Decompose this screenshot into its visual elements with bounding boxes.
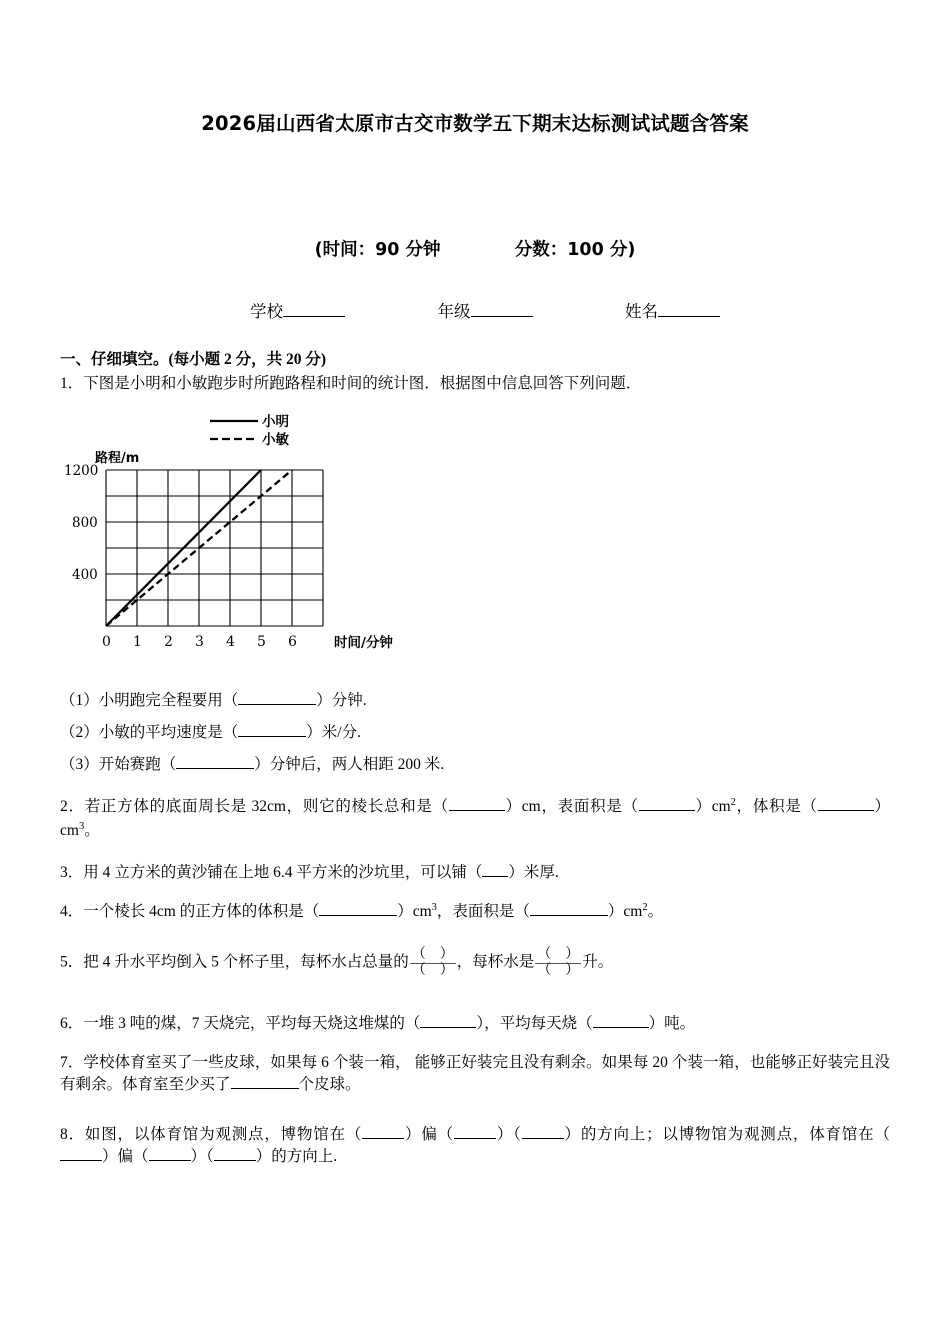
q8-part2: ）偏（ xyxy=(404,1126,454,1143)
svg-text:800: 800 xyxy=(72,515,98,531)
question-1 xyxy=(60,373,890,395)
q4-part5: 。 xyxy=(647,903,664,921)
q5-fraction-2[interactable] xyxy=(535,948,581,978)
q8-blank-5[interactable] xyxy=(149,1147,191,1161)
svg-text:6: 6 xyxy=(288,634,297,650)
q8-part5: ）偏（ xyxy=(102,1148,149,1166)
q1-sub3-blank[interactable] xyxy=(176,755,254,769)
q2-part5: ）cm xyxy=(60,798,890,839)
running-distance-time-chart xyxy=(62,404,402,666)
question-3-number: 3． xyxy=(60,864,84,881)
q8-blank-6[interactable] xyxy=(214,1147,256,1161)
name-field xyxy=(625,298,720,322)
q5-part1: 把 4 升水平均倒入 5 个杯子里，每杯水占总量的 xyxy=(83,953,409,971)
q5-frac2-numerator[interactable]: （ ） xyxy=(537,947,580,962)
student-info-row xyxy=(250,298,720,322)
exam-score: 分数：100 分) xyxy=(514,240,636,260)
q6-part1: 一堆 3 吨的煤，7 天烧完，平均每天烧这堆煤的（ xyxy=(83,1015,421,1032)
q8-blank-1[interactable] xyxy=(362,1125,404,1139)
q8-part1: 如图，以体育馆为观测点，博物馆在（ xyxy=(84,1126,363,1143)
chart-y-ticklabels xyxy=(64,463,98,583)
q2-blank-3[interactable] xyxy=(818,797,874,811)
question-4-number: 4． xyxy=(60,903,84,921)
q1-sub1-blank[interactable] xyxy=(238,691,316,705)
question-7-number: 7． xyxy=(60,1054,84,1071)
svg-text:3: 3 xyxy=(195,634,204,650)
q8-blank-4[interactable] xyxy=(60,1147,102,1161)
question-3 xyxy=(60,862,890,884)
question-1-sub-3 xyxy=(60,754,890,776)
q8-blank-2[interactable] xyxy=(454,1125,496,1139)
q2-sup-1: 2 xyxy=(730,797,736,808)
q5-frac1-denominator[interactable]: （ ） xyxy=(411,962,454,978)
exam-time: (时间：90 分钟 xyxy=(314,240,441,260)
q5-part3: 升。 xyxy=(582,953,614,971)
school-blank[interactable] xyxy=(283,302,345,317)
chart-x-ticklabels xyxy=(102,634,297,650)
question-6-number: 6． xyxy=(60,1015,84,1032)
question-1-sub-1 xyxy=(60,690,890,712)
q5-fraction-1[interactable] xyxy=(410,948,456,978)
svg-text:1200: 1200 xyxy=(64,463,99,479)
q1-sub2-blank[interactable] xyxy=(238,723,306,737)
q4-part4: ）cm xyxy=(607,903,643,921)
question-5 xyxy=(60,948,890,978)
q7-part1: 学校体育室买了一些皮球，如果每 6 个装一箱， 能够正好装完且没有剩余。如果每 20 个装一箱，也能够正好装完且没有剩余。体育室至少买了 xyxy=(60,1054,890,1094)
q1-sub1-before: 小明跑完全程要用（ xyxy=(98,692,239,709)
q2-part3: ）cm xyxy=(694,798,731,816)
q8-part3: ）（ xyxy=(496,1126,522,1143)
chart-gridlines xyxy=(106,470,323,626)
q8-part7: ）的方向上. xyxy=(255,1148,338,1166)
q4-sup-1: 3 xyxy=(431,902,437,913)
question-8 xyxy=(60,1124,890,1169)
school-label: 学校 xyxy=(250,302,283,321)
question-5-number: 5． xyxy=(60,953,84,971)
chart-legend xyxy=(210,414,289,448)
name-blank[interactable] xyxy=(658,302,720,317)
section-heading: 一、仔细填空。(每小题 2 分，共 20 分) xyxy=(60,351,327,368)
q3-part1: 用 4 立方米的黄沙铺在上地 6.4 平方米的沙坑里，可以铺（ xyxy=(83,864,483,881)
q5-frac2-denominator[interactable]: （ ） xyxy=(537,962,580,978)
q6-part2: ），平均每天烧（ xyxy=(476,1015,593,1032)
svg-text:时间/分钟: 时间/分钟 xyxy=(334,635,393,651)
q2-sup-2: 3 xyxy=(78,820,85,832)
question-2-number: 2． xyxy=(60,798,85,816)
q4-blank-1[interactable] xyxy=(319,902,397,916)
q4-sup-2: 2 xyxy=(642,902,648,913)
svg-text:0: 0 xyxy=(102,634,111,650)
q4-blank-2[interactable] xyxy=(530,902,608,916)
svg-text:小明: 小明 xyxy=(262,414,289,430)
question-6 xyxy=(60,1013,890,1035)
svg-text:4: 4 xyxy=(226,634,235,650)
question-1-number: 1． xyxy=(60,375,84,392)
q7-blank-1[interactable] xyxy=(231,1075,299,1089)
svg-text:5: 5 xyxy=(257,634,266,650)
question-7 xyxy=(60,1052,890,1097)
q4-part2: ）cm xyxy=(397,903,432,921)
svg-text:路程/m: 路程/m xyxy=(95,451,140,466)
page-title: 2026届山西省太原市古交市数学五下期末达标测试试题含答案 xyxy=(201,112,749,135)
q1-sub2-label: （2） xyxy=(60,724,99,741)
q4-part3: ，表面积是（ xyxy=(436,903,530,921)
q2-part2: ）cm，表面积是（ xyxy=(504,798,639,816)
svg-text:小敏: 小敏 xyxy=(262,432,289,448)
svg-text:400: 400 xyxy=(72,567,98,583)
q2-blank-2[interactable] xyxy=(639,797,695,811)
q1-sub3-before: 开始赛跑（ xyxy=(98,756,177,773)
question-1-stem: 下图是小明和小敏跑步时所跑路程和时间的统计图．根据图中信息回答下列问题． xyxy=(83,375,642,392)
q6-blank-2[interactable] xyxy=(593,1014,649,1028)
q3-blank-1[interactable] xyxy=(482,863,508,877)
q1-sub1-after: ）分钟. xyxy=(316,692,367,709)
q1-sub3-after: ）分钟后，两人相距 200 米. xyxy=(254,756,445,773)
q1-sub2-after: ）米/分. xyxy=(306,724,361,741)
q1-sub3-label: （3） xyxy=(60,756,99,773)
q1-sub1-label: （1） xyxy=(60,692,99,709)
q8-blank-3[interactable] xyxy=(522,1125,564,1139)
chart-svg xyxy=(62,404,402,666)
grade-field xyxy=(438,298,533,322)
q2-part4: ，体积是（ xyxy=(735,798,818,816)
svg-text:1: 1 xyxy=(133,634,142,650)
q5-part2: ，每杯水是 xyxy=(456,953,535,971)
q3-part2: ）米厚. xyxy=(508,864,559,881)
q4-part1: 一个棱长 4cm 的正方体的体积是（ xyxy=(83,903,320,921)
q2-part6: 。 xyxy=(84,821,100,839)
q2-part1: 若正方体的底面周长是 32cm，则它的棱长总和是（ xyxy=(84,798,449,816)
name-label: 姓名 xyxy=(625,302,658,321)
question-8-number: 8． xyxy=(60,1126,85,1143)
school-field xyxy=(250,298,345,322)
q6-part3: ）吨。 xyxy=(648,1015,696,1032)
exam-meta-line xyxy=(0,236,950,261)
q7-part2: 个皮球。 xyxy=(298,1076,361,1094)
grade-label: 年级 xyxy=(437,302,471,321)
q8-part6: ）（ xyxy=(190,1148,214,1166)
question-4 xyxy=(60,900,890,924)
q5-frac1-numerator[interactable]: （ ） xyxy=(411,947,454,962)
q8-part4: ）的方向上；以博物馆为观测点，体育馆在（ xyxy=(563,1126,890,1143)
grade-blank[interactable] xyxy=(471,302,533,317)
question-2 xyxy=(60,795,890,842)
q1-sub2-before: 小敏的平均速度是（ xyxy=(98,724,239,741)
svg-text:2: 2 xyxy=(164,634,173,650)
q2-blank-1[interactable] xyxy=(449,797,505,811)
q6-blank-1[interactable] xyxy=(420,1014,476,1028)
question-1-sub-2 xyxy=(60,722,890,744)
